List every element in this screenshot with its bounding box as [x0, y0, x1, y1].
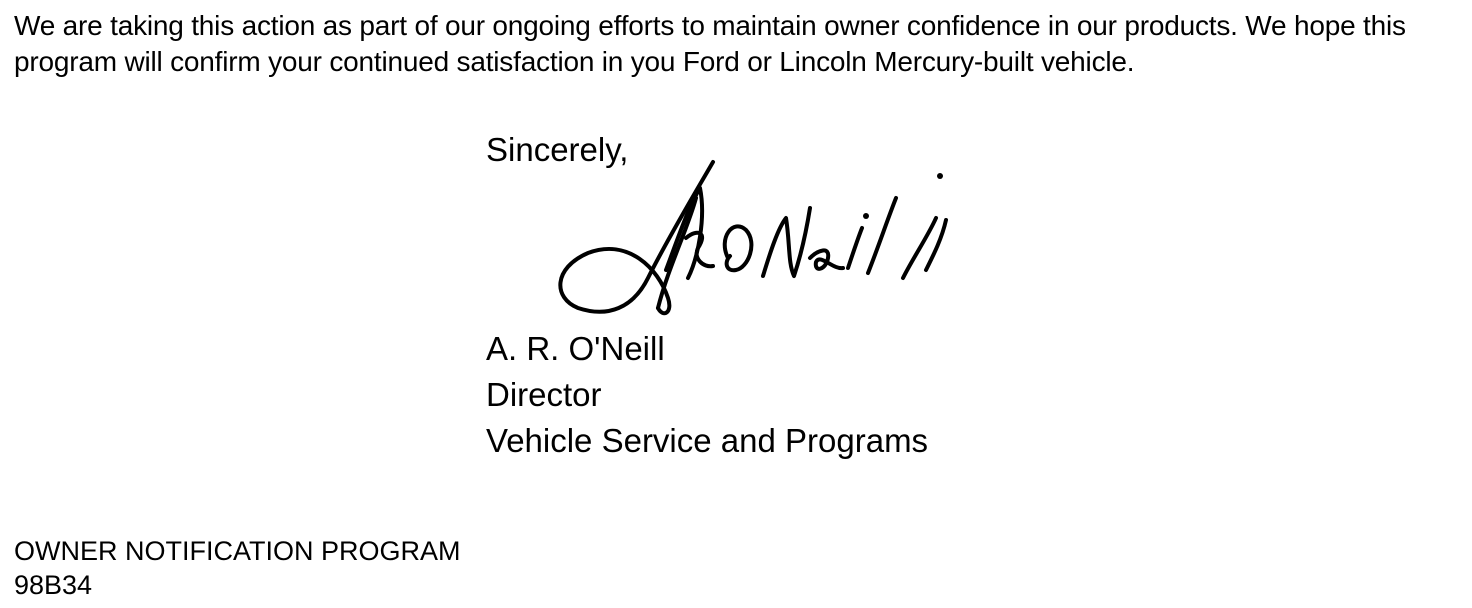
- program-code: 98B34: [14, 570, 93, 600]
- signer-title: Director: [486, 376, 602, 413]
- closing-salutation: Sincerely,: [486, 131, 629, 168]
- signature-image: [548, 158, 968, 328]
- program-name: OWNER NOTIFICATION PROGRAM: [14, 536, 461, 566]
- signer-name: A. R. O'Neill: [486, 330, 665, 367]
- program-footer: [14, 534, 461, 602]
- signature-block: [486, 326, 928, 464]
- body-paragraph: We are taking this action as part of our ongoing efforts to maintain owner confidence in our products. We hope this program will confirm your continued satisfaction in you Ford or Lincoln Mercury-built vehicle.: [14, 10, 1406, 77]
- signer-department: Vehicle Service and Programs: [486, 422, 929, 459]
